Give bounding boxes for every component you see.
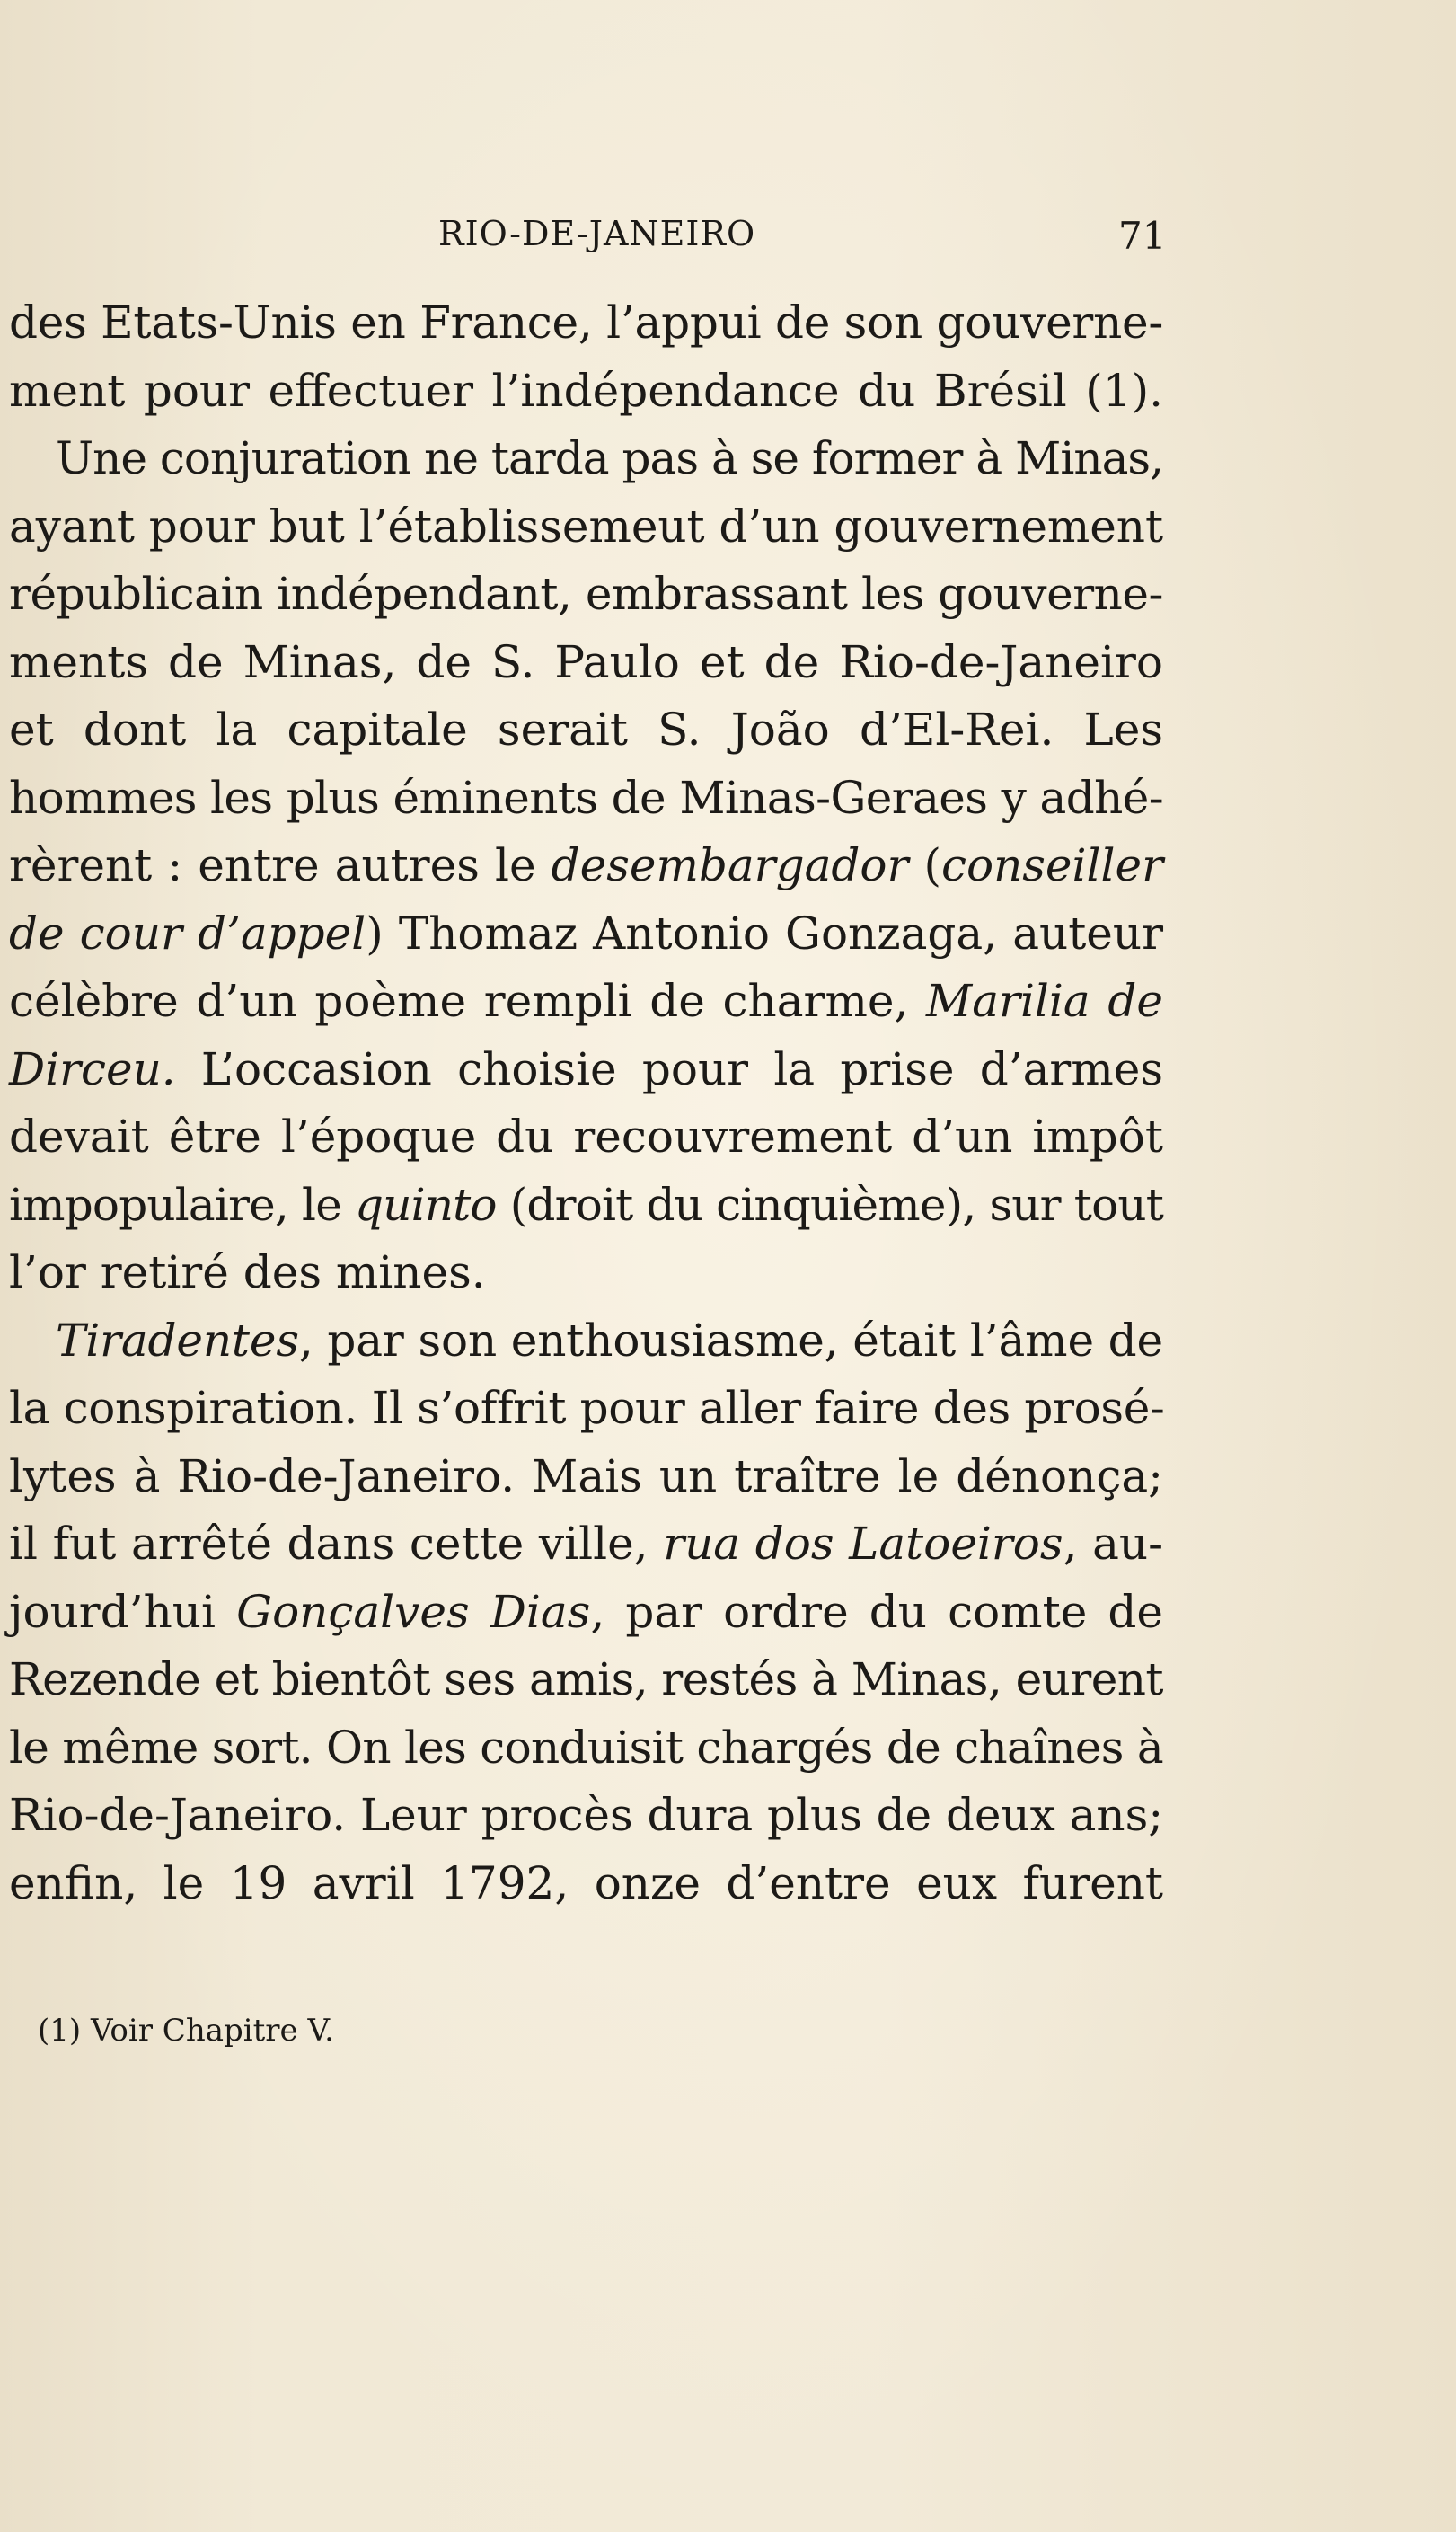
italic-segment: desembargador (551, 839, 909, 891)
text-line (9, 839, 1163, 891)
running-title: RIO-DE-JANEIRO (438, 214, 756, 253)
text-segment: ayant pour but l’établissemeut d’un gouvernement (9, 500, 1163, 553)
text-line (9, 365, 1163, 417)
italic-segment: Dirceu. (9, 1042, 176, 1095)
text-segment: il fut arrêté dans cette ville, (9, 1518, 664, 1570)
text-segment: (droit du cinquième), sur tout (496, 1178, 1163, 1231)
text-line (56, 432, 1163, 484)
text-segment: enfin, le 19 avril 1792, onze d’entre eux furent (9, 1856, 1163, 1909)
text-line (9, 1450, 1163, 1502)
text-segment: des Etats-Unis en France, l’appui de son gouverne- (9, 297, 1163, 349)
text-line (9, 568, 1163, 620)
italic-segment: conseiller (940, 839, 1163, 891)
text-segment: devait être l’époque du recouvrement d’un impôt (9, 1111, 1163, 1163)
text-segment: jourd’hui (9, 1585, 237, 1638)
text-line (9, 1789, 1163, 1841)
text-line (9, 297, 1163, 349)
text-segment: lytes à Rio-de-Janeiro. Mais un traître le dénonça; (9, 1449, 1163, 1502)
text-segment: Rezende et bientôt ses amis, restés à Minas, eurent (9, 1653, 1163, 1705)
text-line (9, 1653, 1163, 1705)
text-line (56, 1315, 1163, 1367)
italic-segment: quinto (355, 1178, 497, 1231)
text-segment: célèbre d’un poème rempli de charme, (9, 975, 927, 1027)
text-line (9, 1722, 1163, 1774)
italic-segment: rua dos Latoeiros (663, 1518, 1063, 1570)
text-line (9, 1382, 1164, 1434)
text-line (9, 1518, 1163, 1570)
italic-segment: Gonçalves Dias (236, 1585, 591, 1638)
text-segment: la conspiration. Il s’offrit pour aller faire des prosé- (9, 1382, 1165, 1434)
text-segment: hommes les plus éminents de Minas-Geraes y adhé- (9, 771, 1163, 824)
text-segment: l’or retiré des mines. (9, 1246, 486, 1298)
page-number: 71 (1118, 214, 1167, 258)
running-head (0, 214, 1456, 268)
text-segment: Une conjuration ne tarda pas à se former à Minas, (56, 432, 1163, 484)
text-line (9, 1586, 1163, 1638)
text-segment: , par son enthousiasme, était l’âme de (298, 1314, 1163, 1367)
footnote: (1) Voir Chapitre V. (38, 2013, 334, 2049)
italic-segment: de cour d’appel (9, 907, 366, 960)
text-segment: républicain indépendant, embrassant les gouverne- (9, 568, 1163, 620)
text-segment: , au- (1063, 1518, 1164, 1570)
text-segment: , par ordre du comte de (590, 1585, 1163, 1638)
italic-segment: Marilia de (926, 975, 1163, 1027)
text-line (9, 500, 1163, 553)
text-line (9, 1179, 1163, 1231)
text-segment: ment pour effectuer l’indépendance du Brésil (1). (9, 364, 1163, 417)
text-segment: le même sort. On les conduisit chargés de chaînes à (9, 1721, 1163, 1774)
text-line (9, 1857, 1163, 1909)
text-segment: Rio-de-Janeiro. Leur procès dura plus de deux ans; (9, 1789, 1163, 1841)
text-segment: ( (908, 839, 941, 891)
text-line (9, 1111, 1163, 1163)
text-line (9, 907, 1163, 960)
text-segment: et dont la capitale serait S. João d’El-Rei. Les (9, 704, 1163, 756)
text-line (9, 1043, 1163, 1095)
text-segment: impopulaire, le (9, 1178, 356, 1231)
text-line (9, 772, 1163, 824)
italic-segment: Tiradentes (56, 1314, 299, 1367)
text-segment: ) Thomaz Antonio Gonzaga, auteur (366, 907, 1163, 960)
text-line (9, 636, 1163, 688)
text-segment: ments de Minas, de S. Paulo et de Rio-de-Janeiro (9, 635, 1163, 688)
text-segment: L’occasion choisie pour la prise d’armes (175, 1042, 1163, 1095)
text-line (9, 1246, 486, 1298)
text-segment: rèrent : entre autres le (9, 839, 552, 891)
text-line (9, 704, 1163, 756)
text-line (9, 975, 1163, 1027)
